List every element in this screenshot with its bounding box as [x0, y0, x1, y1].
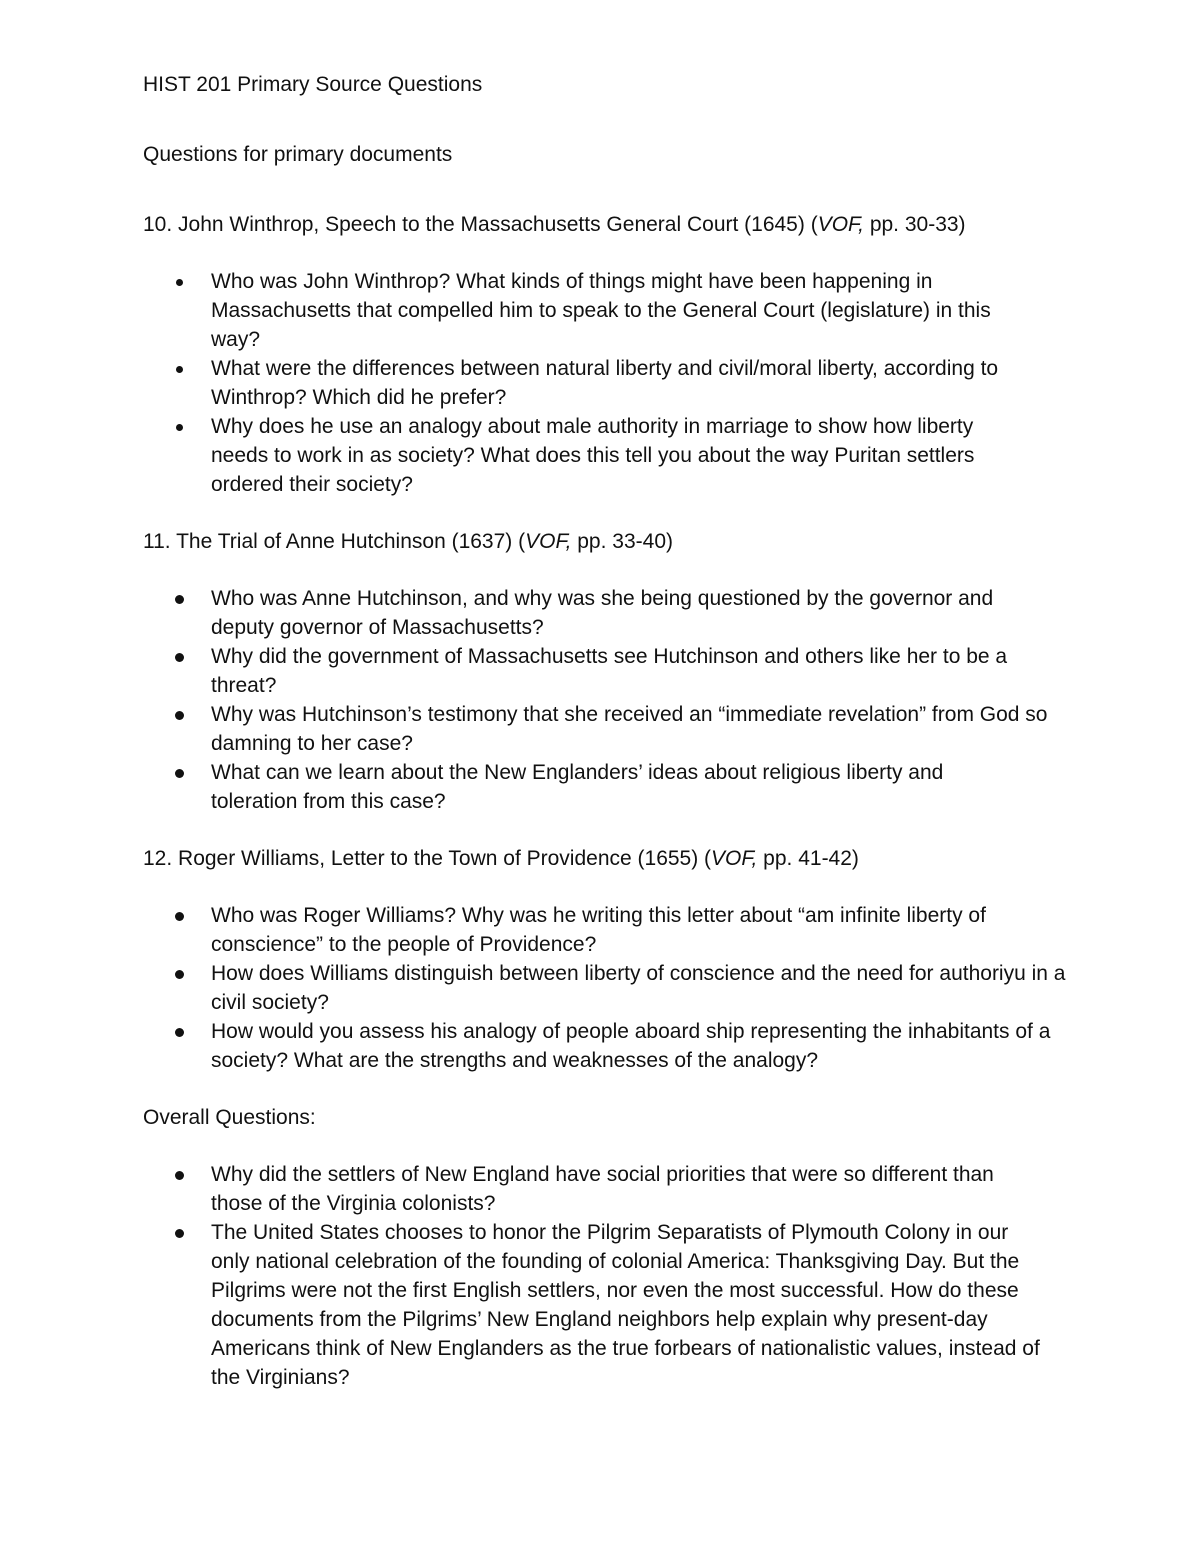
question-item [143, 1160, 1031, 1218]
question-text: Who was Anne Hutchinson, and why was she being questioned by the governor and deputy governor of Massachusetts? [211, 587, 994, 639]
question-list-12 [143, 901, 1073, 1075]
question-item [143, 267, 1001, 354]
heading-source-abbrev: VOF, [525, 530, 572, 553]
question-text: Why did the settlers of New England have social priorities that were so different than those of the Virginia colonists? [211, 1163, 994, 1215]
bullet-icon [175, 1028, 184, 1037]
question-list-11 [143, 584, 1073, 816]
heading-text: 10. John Winthrop, Speech to the Massachusetts General Court (1645) ( [143, 213, 818, 236]
question-item [143, 959, 1071, 1017]
question-text: The United States chooses to honor the Pilgrim Separatists of Plymouth Colony in our only national celebration of the founding of colonial America: Thanksgiving Day. But the Pilgrims were not the first English settlers, nor even the most successful. How do these documents from the Pilgrims’ New England neighbors help explain why present-day Americans think of New Englanders as the true forbears of nationalistic values, instead of the Virginians? [211, 1221, 1040, 1389]
bullet-icon [175, 595, 184, 604]
question-text: How does Williams distinguish between liberty of conscience and the need for authoriyu in a civil society? [211, 962, 1066, 1014]
bullet-icon [176, 424, 183, 431]
bullet-icon [175, 711, 184, 720]
heading-text: 11. The Trial of Anne Hutchinson (1637) ( [143, 530, 526, 553]
question-text: Who was John Winthrop? What kinds of things might have been happening in Massachusetts that compelled him to speak to the General Court (legislature) in this way? [211, 270, 991, 351]
question-item [143, 901, 1041, 959]
document-subtitle: Questions for primary documents [143, 143, 453, 166]
heading-pages: pp. 30-33) [863, 213, 966, 236]
question-item [143, 354, 1041, 412]
bullet-icon [176, 366, 183, 373]
heading-source-abbrev: VOF, [711, 847, 758, 870]
question-text: What can we learn about the New Englanders’ ideas about religious liberty and toleration from this case? [211, 761, 944, 813]
section-heading-10 [143, 210, 1073, 239]
bullet-icon [175, 769, 184, 778]
bullet-icon [175, 1171, 184, 1180]
question-item [143, 1017, 1071, 1075]
question-item [143, 1218, 1051, 1392]
question-item [143, 642, 1041, 700]
question-text: What were the differences between natural liberty and civil/moral liberty, according to Winthrop? Which did he prefer? [211, 357, 999, 409]
question-text: Why did the government of Massachusetts see Hutchinson and others like her to be a threat? [211, 645, 1008, 697]
section-heading-12 [143, 844, 1073, 873]
section-heading-11 [143, 527, 1073, 556]
question-item [143, 412, 1011, 499]
heading-source-abbrev: VOF, [817, 213, 864, 236]
document-page [143, 70, 1073, 1392]
document-title: HIST 201 Primary Source Questions [143, 73, 483, 96]
question-item [143, 758, 1011, 816]
overall-heading: Overall Questions: [143, 1106, 316, 1129]
bullet-icon [175, 653, 184, 662]
question-list-10 [143, 267, 1073, 499]
bullet-icon [175, 1229, 184, 1238]
heading-pages: pp. 41-42) [757, 847, 859, 870]
question-item [143, 700, 1061, 758]
bullet-icon [175, 970, 184, 979]
question-text: Why does he use an analogy about male authority in marriage to show how liberty needs to work in as society? What does this tell you about the way Puritan settlers ordered their society? [211, 415, 975, 496]
bullet-icon [176, 279, 183, 286]
question-text: Who was Roger Williams? Why was he writing this letter about “am infinite liberty of conscience” to the people of Providence? [211, 904, 986, 956]
question-list-overall [143, 1160, 1073, 1392]
question-item [143, 584, 1021, 642]
question-text: Why was Hutchinson’s testimony that she received an “immediate revelation” from God so damning to her case? [211, 703, 1048, 755]
heading-pages: pp. 33-40) [571, 530, 673, 553]
heading-text: 12. Roger Williams, Letter to the Town of Providence (1655) ( [143, 847, 712, 870]
bullet-icon [175, 912, 184, 921]
question-text: How would you assess his analogy of people aboard ship representing the inhabitants of a society? What are the strengths and weaknesses of the analogy? [211, 1020, 1051, 1072]
